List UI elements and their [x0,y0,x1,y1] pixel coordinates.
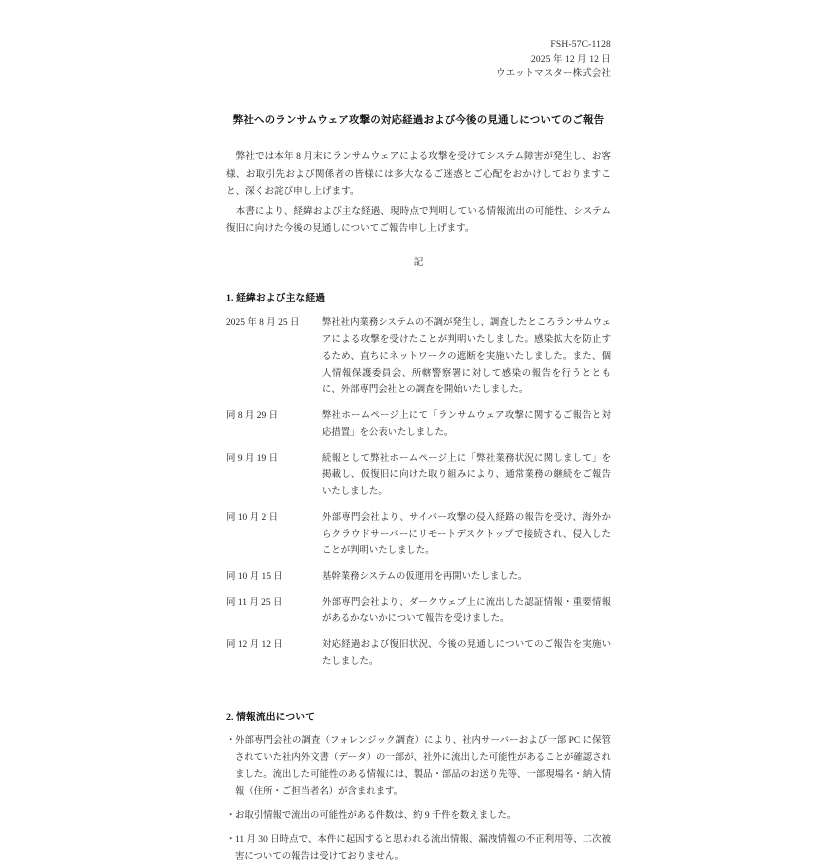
bullet-marker-icon: ・ [226,835,236,846]
intro-paragraph-2: 本書により、経緯および主な経過、現時点で判明している情報流出の可能性、システム復旧に向けた今後の見通しについてご報告申し上げます。 [226,205,611,234]
list-item [226,733,611,801]
timeline-date: 2025 年 8 月 25 日 [226,318,300,329]
timeline-date: 同 8 月 29 日 [226,411,279,422]
section-1-heading: 1. 経緯および主な経過 [226,293,326,305]
list-item [226,832,611,866]
timeline-description: 外部専門会社より、サイバー攻撃の侵入経路の報告を受け、海外からクラウドサーバーにリモートデスクトップで接続され、侵入したことが判明いたしました。 [322,512,611,557]
issuing-company: ウエットマスター株式会社 [495,69,611,80]
intro-paragraph-1: 弊社では本年 8 月末にランサムウェアによる攻撃を受けてシステム障害が発生し、お客様、お取引先および関係者の皆様には多大なるご迷惑とご心配をおかけしておりますこと、深くお詫び申し上げます。 [226,151,611,198]
timeline-description: 弊社ホームページ上にて「ランサムウェア攻撃に関するご報告と対応措置」を公表いたしました。 [322,411,611,438]
document-header [226,38,611,82]
timeline-date: 同 9 月 19 日 [226,453,279,464]
timeline-date: 同 11 月 25 日 [226,597,283,608]
document-date: 2025 年 12 月 12 日 [531,54,611,65]
timeline-date: 同 10 月 15 日 [226,571,283,582]
table-row [226,408,611,450]
table-row [226,595,611,637]
intro-block [226,148,611,237]
table-row [226,637,611,679]
timeline-description: 弊社社内業務システムの不調が発生し、調査したところランサムウェアによる攻撃を受けたことが判明いたしました。感染拡大を防止するため、直ちにネットワークの遮断を実施いたしました。また、個人情報保護委員会、所轄警察署に対して感染の報告を行うとともに、外部専門会社との調査を開始いたしました。 [322,318,611,396]
timeline-date: 同 12 月 12 日 [226,640,283,651]
list-item-text: 11 月 30 日時点で、本件に起因すると思われる流出情報、漏洩情報の不正利用等、二次被害についての報告は受けておりません。 [235,835,611,863]
section-2-heading: 2. 情報流出について [226,711,316,723]
table-row [226,451,611,510]
bullet-marker-icon: ・ [226,735,236,746]
timeline-description: 外部専門会社より、ダークウェブ上に流出した認証情報・重要情報があるかないかについて報告を受けました。 [322,597,611,625]
list-item-text: お取引情報で流出の可能性がある件数は、約 9 千件を数えました。 [235,811,517,822]
timeline-table [226,315,611,679]
ki-marker: 記 [413,257,424,269]
leak-bullet-list [226,733,611,866]
timeline-date: 同 10 月 2 日 [226,512,279,523]
timeline-description: 基幹業務システムの仮運用を再開いたしました。 [322,571,528,582]
timeline-description: 対応経過および復旧状況、今後の見通しについてのご報告を実施いたしました。 [322,640,611,667]
timeline-body [226,315,611,679]
list-item [226,808,611,825]
table-row [226,569,611,595]
table-row [226,315,611,408]
bullet-marker-icon: ・ [226,811,236,822]
table-row [226,510,611,569]
timeline-description: 続報として弊社ホームページ上に「弊社業務状況に関しまして」を掲載し、仮復旧に向けた取り組みにより、通常業務の継続をご報告いたしました。 [322,453,611,498]
list-item-text: 外部専門会社の調査（フォレンジック調査）により、社内サーバーおよび一部 PC に保管されていた社内外文書（データ）の一部が、社外に流出した可能性があることが確認されました。流出した可能性のある情報には、製品・部品のお送り先等、一部現場名・納入情報（住所・ご担当者名）が含まれます。 [235,735,611,797]
document-number: FSH-57C-1128 [550,40,611,50]
page-title: 弊社へのランサムウェア攻撃の対応経過および今後の見通しについてのご報告 [232,115,605,127]
